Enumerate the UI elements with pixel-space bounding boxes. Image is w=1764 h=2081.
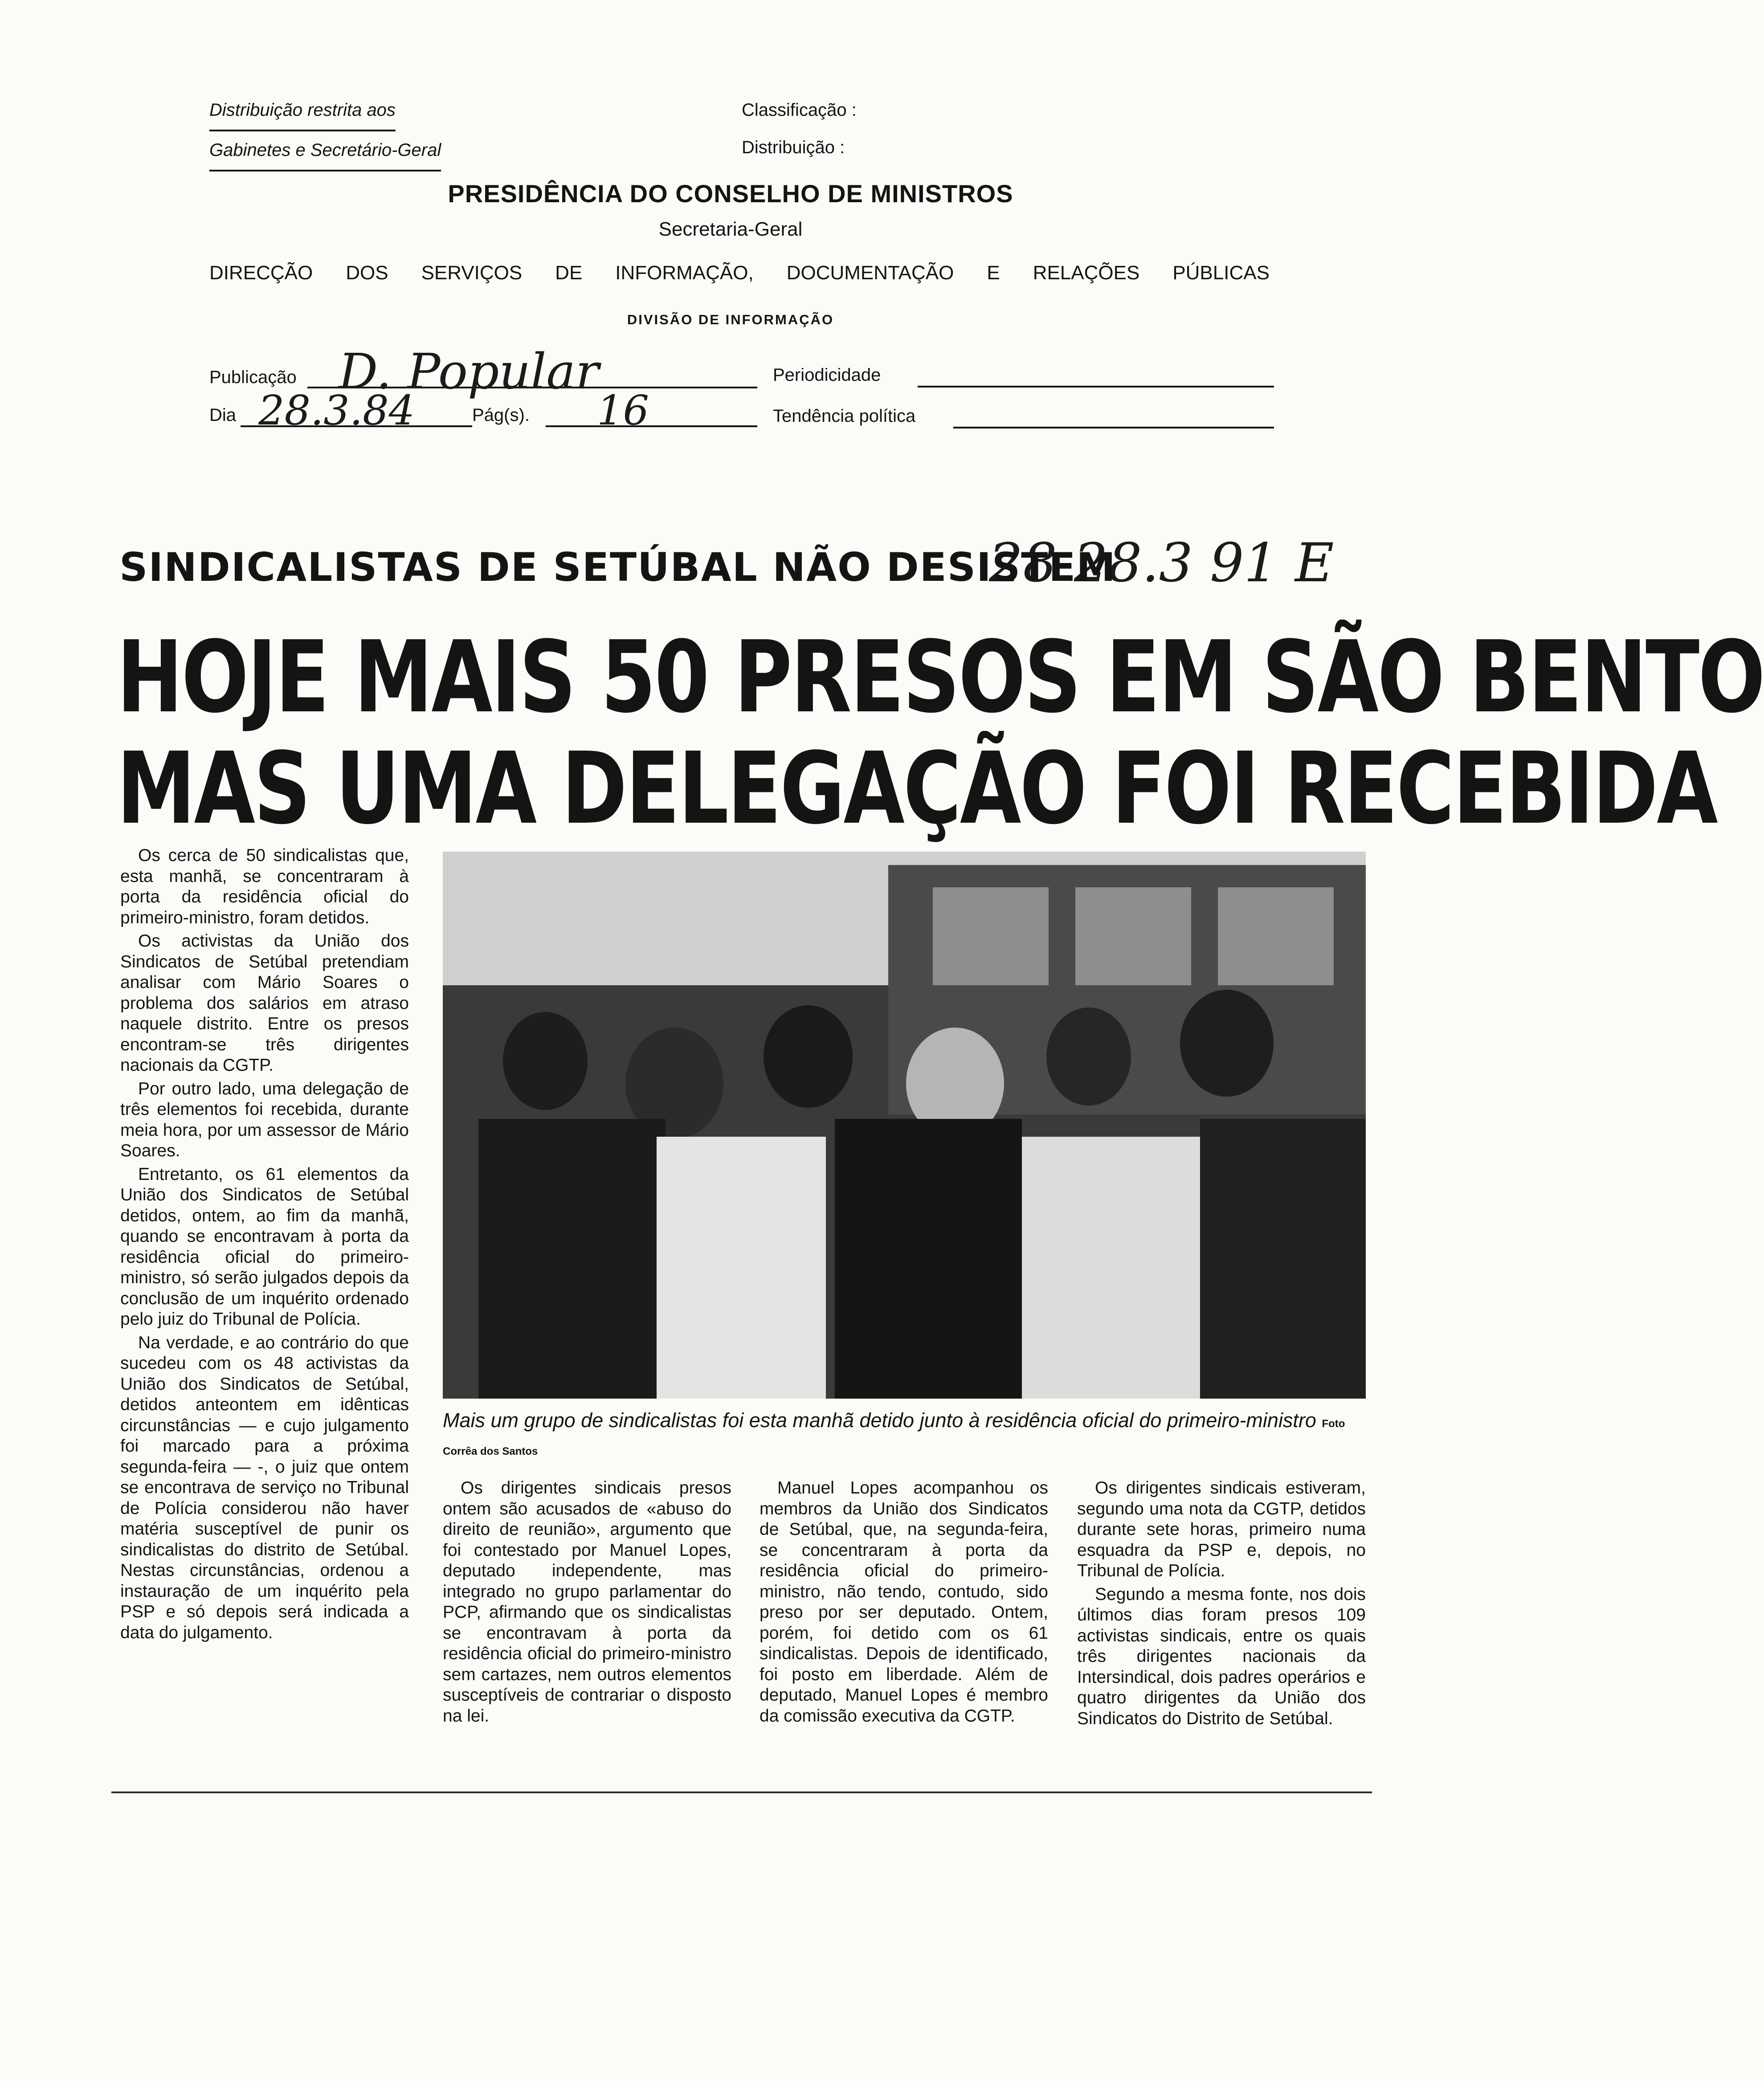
- pages-label: Pág(s).: [472, 405, 530, 425]
- classification-label: Classificação :: [742, 100, 857, 120]
- article-paragraph: Segundo a mesma fonte, nos dois últimos dias foram presos 109 activistas sindicais, entre os quais três dirigentes nacionais da Intersindical, dois padres operários e quatro dirigentes da União dos Sindicatos do Distrito de Setúbal.: [1077, 1584, 1366, 1728]
- article-column-4: [1077, 1478, 1366, 1732]
- handwritten-date-note: 28 28.3 91 E: [989, 532, 1334, 594]
- article-paragraph: Os cerca de 50 sindicalistas que, esta manhã, se concentraram à porta da residência oficial do primeiro-ministro, foram detidos.: [120, 846, 409, 927]
- division-title: DIVISÃO DE INFORMAÇÃO: [627, 312, 834, 327]
- directorate-word: SERVIÇOS: [421, 262, 523, 284]
- article-paragraph: Os dirigentes sindicais estiveram, segundo uma nota da CGTP, detidos durante sete horas, primeiro numa esquadra da PSP e, depois, no Tribunal de Polícia.: [1077, 1478, 1366, 1580]
- pages-underline: [546, 425, 757, 427]
- article-paragraph: Por outro lado, uma delegação de três elementos foi recebida, durante meia hora, por um assessor de Mário Soares.: [120, 1079, 409, 1160]
- periodicity-label: Periodicidade: [773, 365, 881, 385]
- restriction-line-1: Distribuição restrita aos: [209, 91, 396, 131]
- directorate-word: DIRECÇÃO: [209, 262, 313, 284]
- periodicity-underline: [918, 386, 1274, 388]
- publication-value: D. Popular: [339, 343, 599, 400]
- directorate-word: DE: [555, 262, 583, 284]
- pages-value: 16: [597, 387, 649, 434]
- classification-block: [742, 91, 857, 166]
- article-column-1: [120, 845, 409, 1646]
- news-photo: [443, 852, 1366, 1399]
- photo-credit: Foto Corrêa dos Santos: [443, 1418, 1345, 1457]
- headline-line-2: MAS UMA DELEGAÇÃO FOI RECEBIDA: [117, 731, 1717, 846]
- bottom-rule: [111, 1791, 1372, 1793]
- headline-line-1: HOJE MAIS 50 PRESOS EM SÃO BENTO: [117, 620, 1764, 735]
- secretariat-title: Secretaria-Geral: [658, 218, 803, 240]
- restriction-line-2: Gabinetes e Secretário-Geral: [209, 131, 441, 171]
- tendency-label: Tendência política: [773, 406, 916, 426]
- article-column-2: [443, 1478, 731, 1729]
- article-paragraph: Manuel Lopes acompanhou os membros da União dos Sindicatos de Setúbal, que, na segunda-feira, se concentraram à porta da residência oficial do primeiro-ministro, não tendo, contudo, sido preso por ser deputado. Ontem, porém, foi detido com os 61 sindicalistas. Depois de identificado, foi posto em liberdade. Além de deputado, Manuel Lopes é membro da comissão executiva da CGTP.: [760, 1478, 1048, 1726]
- day-value: 28.3.84: [258, 387, 415, 434]
- directorate-word: DOCUMENTAÇÃO: [786, 262, 954, 284]
- restriction-notice: [209, 91, 441, 171]
- day-label: Dia: [209, 405, 237, 425]
- article-column-3: [760, 1478, 1048, 1729]
- article-kicker: SINDICALISTAS DE SETÚBAL NÃO DESISTEM: [119, 544, 1116, 590]
- directorate-word: PÚBLICAS: [1172, 262, 1270, 284]
- article-paragraph: Os dirigentes sindicais presos ontem são acusados de «abuso do direito de reunião», argumento que foi contestado por Manuel Lopes, deputado independente, mas integrado no grupo parlamentar do PCP, afirmando que os sindicalistas se encontravam à porta da residência oficial do primeiro-ministro sem cartazes, nem outros elementos susceptíveis de contrariar o disposto na lei.: [443, 1478, 731, 1726]
- publication-label: Publicação: [209, 367, 297, 387]
- article-paragraph: Entretanto, os 61 elementos da União dos Sindicatos de Setúbal detidos, ontem, ao fim da manhã, quando se encontravam à porta da residência oficial do primeiro-ministro, só serão julgados depois da conclusão de um inquérito ordenado pelo juiz do Tribunal de Polícia.: [120, 1164, 409, 1329]
- caption-text: Mais um grupo de sindicalistas foi esta manhã detido junto à residência oficial do primeiro-ministro: [443, 1409, 1316, 1432]
- article-paragraph: Na verdade, e ao contrário do que sucedeu com os 48 activistas da União dos Sindicatos de Setúbal, detidos anteontem em idênticas circunstâncias — e cujo julgamento foi marcado para a próxima segunda-feira — -, o juiz que ontem se encontrava de serviço no Tribunal de Polícia considerou não haver matéria susceptível de punir os sindicalistas do distrito de Setúbal. Nestas circunstâncias, ordenou a instauração de um inquérito pela PSP e só depois será indicada a data do julgamento.: [120, 1333, 409, 1642]
- organization-title: PRESIDÊNCIA DO CONSELHO DE MINISTROS: [448, 180, 1013, 208]
- photo-crowd-illustration: [443, 852, 1366, 1399]
- article-paragraph: Os activistas da União dos Sindicatos de Setúbal pretendiam analisar com Mário Soares o problema dos salários em atraso naquele distrito. Entre os presos encontram-se três dirigentes nacionais da CGTP.: [120, 931, 409, 1075]
- directorate-word: RELAÇÕES: [1033, 262, 1140, 284]
- distribution-label: Distribuição :: [742, 138, 845, 157]
- photo-caption: [443, 1408, 1366, 1464]
- directorate-word: E: [987, 262, 1000, 284]
- directorate-line: [209, 262, 1270, 284]
- directorate-word: DOS: [346, 262, 388, 284]
- directorate-word: INFORMAÇÃO,: [615, 262, 754, 284]
- tendency-underline: [953, 427, 1274, 428]
